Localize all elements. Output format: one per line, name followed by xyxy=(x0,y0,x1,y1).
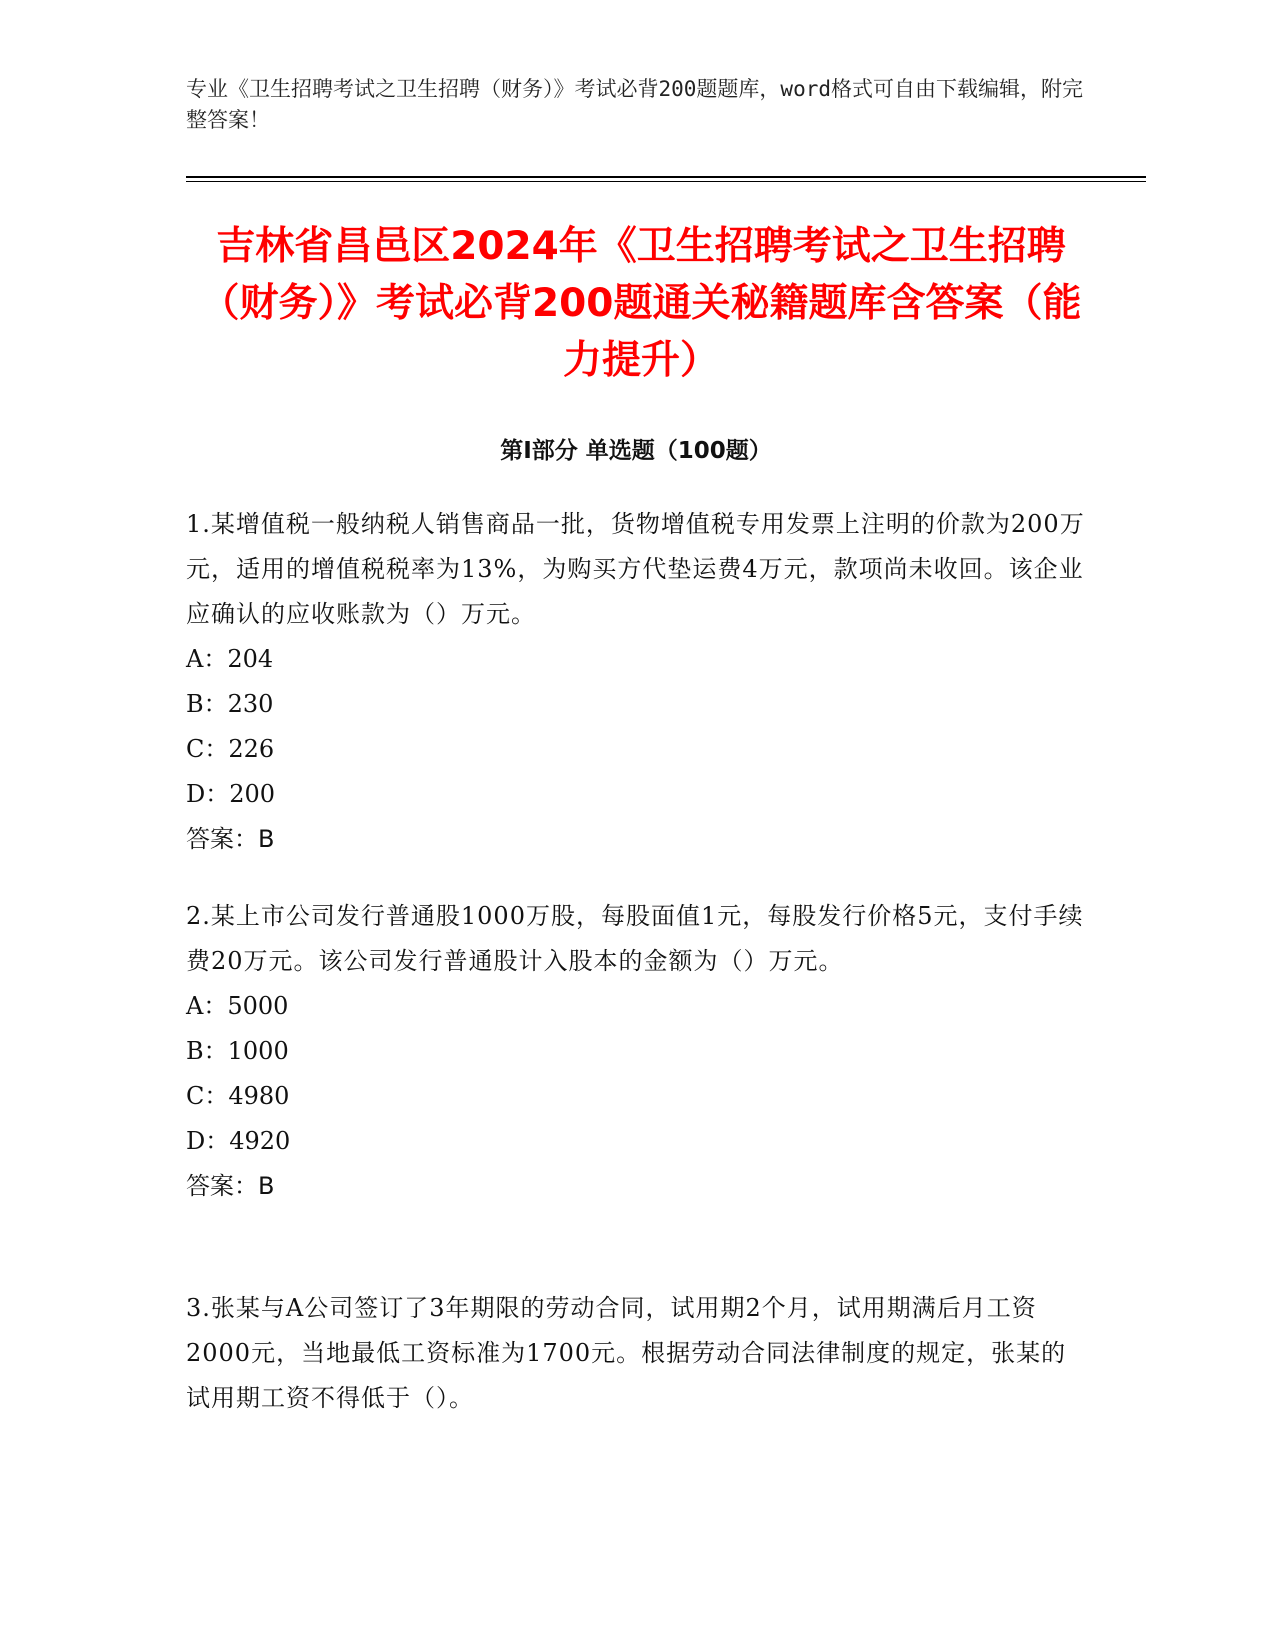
option-a: A：204 xyxy=(186,645,274,673)
document-title: 吉林省昌邑区2024年《卫生招聘考试之卫生招聘（财务）》考试必背200题通关秘籍题库含答案（能力提升） xyxy=(200,224,1082,383)
question-2 xyxy=(186,894,1086,1209)
option-a: A：5000 xyxy=(186,992,289,1020)
answer-label: 答案：B xyxy=(186,825,275,853)
section-heading: 第Ⅰ部分 单选题（100题） xyxy=(500,438,772,464)
question-3 xyxy=(186,1286,1086,1421)
question-stem: 2.某上市公司发行普通股1000万股，每股面值1元，每股发行价格5元，支付手续费20万元。该公司发行普通股计入股本的金额为（）万元。 xyxy=(186,902,1084,975)
header-rule-thin xyxy=(186,181,1146,182)
header-note: 专业《卫生招聘考试之卫生招聘（财务）》考试必背200题题库，word格式可自由下载编辑，附完整答案！ xyxy=(186,77,1083,132)
option-b: B：1000 xyxy=(186,1037,289,1065)
option-c: C：226 xyxy=(186,735,275,763)
header-rule-thick xyxy=(186,176,1146,178)
answer-label: 答案：B xyxy=(186,1172,275,1200)
option-d: D：200 xyxy=(186,780,276,808)
option-b: B：230 xyxy=(186,690,274,718)
question-stem: 3.张某与A公司签订了3年期限的劳动合同，试用期2个月，试用期满后月工资2000元，当地最低工资标准为1700元。根据劳动合同法律制度的规定，张某的试用期工资不得低于（）。 xyxy=(186,1294,1067,1412)
option-c: C：4980 xyxy=(186,1082,290,1110)
question-stem: 1.某增值税一般纳税人销售商品一批，货物增值税专用发票上注明的价款为200万元，适用的增值税税率为13%，为购买方代垫运费4万元，款项尚未收回。该企业应确认的应收账款为（）万元。 xyxy=(186,510,1085,628)
option-d: D：4920 xyxy=(186,1127,291,1155)
question-1 xyxy=(186,502,1086,862)
